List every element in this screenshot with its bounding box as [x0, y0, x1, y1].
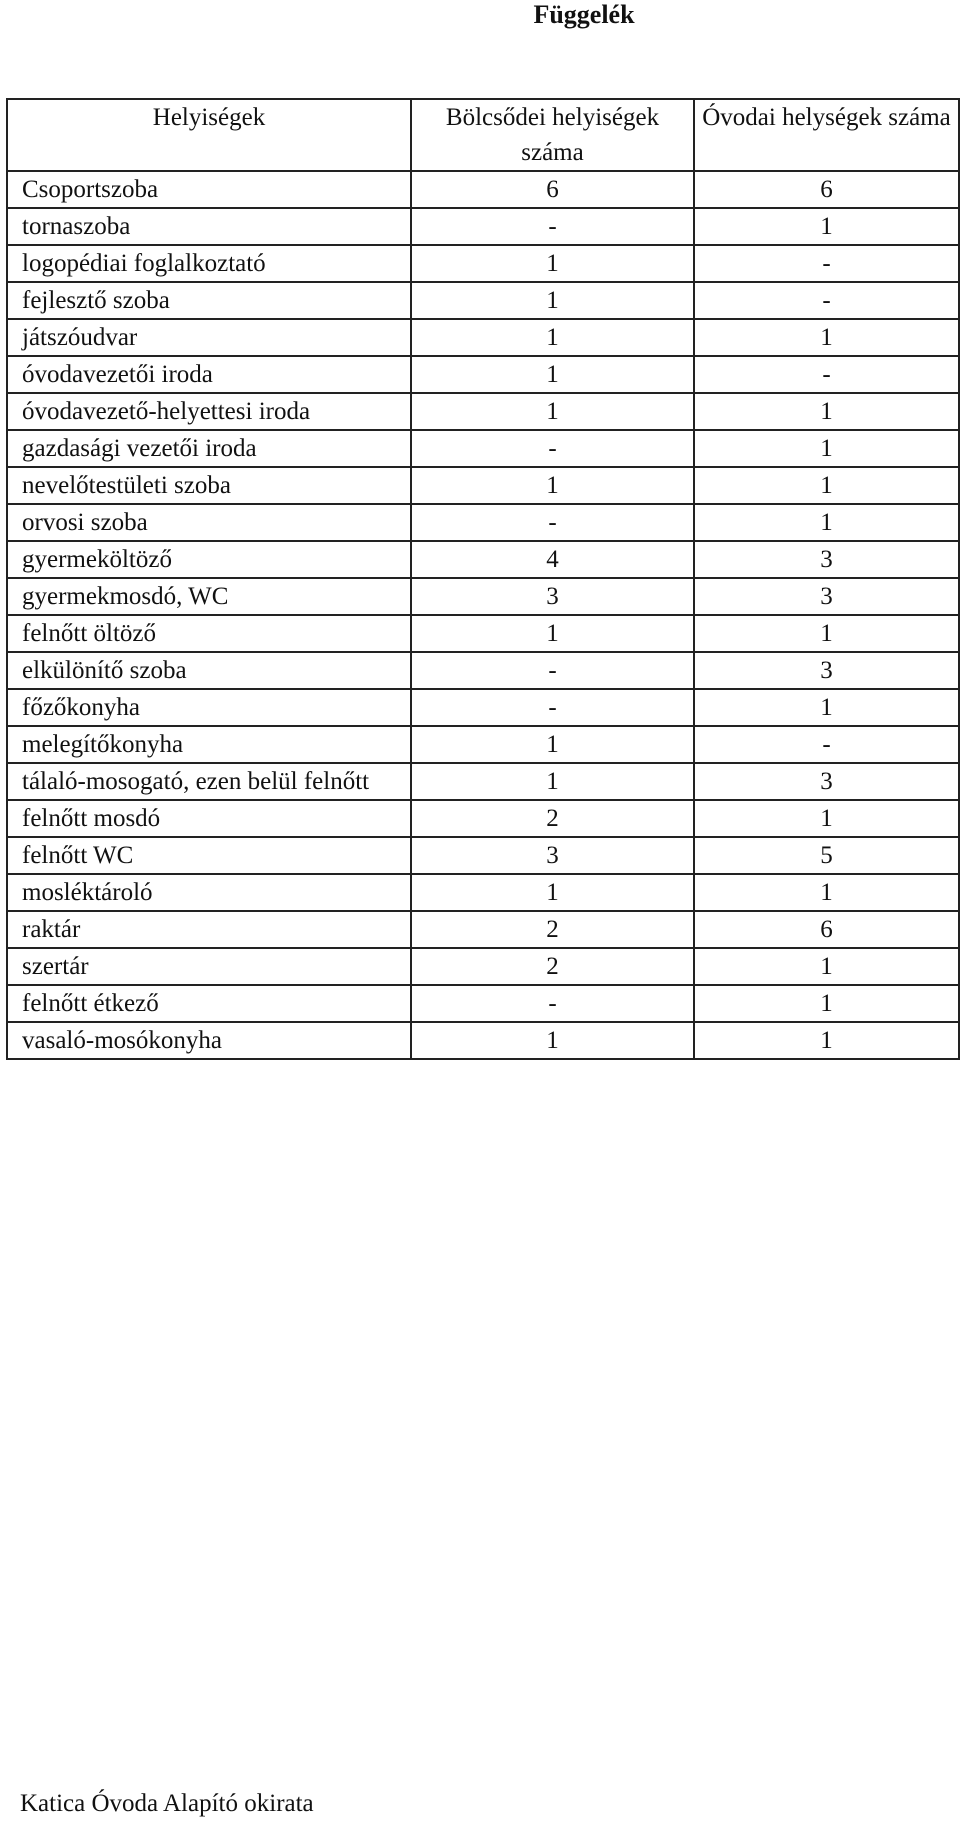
- bolcsode-count-cell: 1: [411, 1022, 694, 1059]
- bolcsode-count-cell: 2: [411, 948, 694, 985]
- table-row: [7, 319, 959, 356]
- room-name-cell: felnőtt mosdó: [7, 800, 411, 837]
- bolcsode-count-cell: -: [411, 504, 694, 541]
- room-name-cell: fejlesztő szoba: [7, 282, 411, 319]
- ovoda-count-cell: 1: [694, 985, 959, 1022]
- table-row: [7, 541, 959, 578]
- ovoda-count-cell: -: [694, 245, 959, 282]
- ovoda-count-cell: 3: [694, 652, 959, 689]
- room-name-cell: felnőtt WC: [7, 837, 411, 874]
- table-row: [7, 652, 959, 689]
- bolcsode-count-cell: 1: [411, 245, 694, 282]
- table-row: [7, 689, 959, 726]
- room-name-cell: nevelőtestületi szoba: [7, 467, 411, 504]
- ovoda-count-cell: 1: [694, 208, 959, 245]
- ovoda-count-cell: 1: [694, 800, 959, 837]
- table-row: [7, 245, 959, 282]
- table-row: [7, 578, 959, 615]
- room-name-cell: szertár: [7, 948, 411, 985]
- room-name-cell: játszóudvar: [7, 319, 411, 356]
- ovoda-count-cell: 1: [694, 467, 959, 504]
- room-name-cell: felnőtt étkező: [7, 985, 411, 1022]
- room-name-cell: felnőtt öltöző: [7, 615, 411, 652]
- room-name-cell: vasaló-mosókonyha: [7, 1022, 411, 1059]
- table-row: [7, 911, 959, 948]
- table-row: [7, 726, 959, 763]
- table-row: [7, 393, 959, 430]
- room-name-cell: melegítőkonyha: [7, 726, 411, 763]
- table-row: [7, 985, 959, 1022]
- bolcsode-count-cell: 2: [411, 911, 694, 948]
- ovoda-count-cell: 1: [694, 689, 959, 726]
- header-helyisegek: Helyiségek: [7, 99, 411, 171]
- bolcsode-count-cell: 1: [411, 874, 694, 911]
- bolcsode-count-cell: -: [411, 652, 694, 689]
- room-name-cell: raktár: [7, 911, 411, 948]
- room-name-cell: óvodavezetői iroda: [7, 356, 411, 393]
- page-title: Függelék: [533, 0, 635, 29]
- bolcsode-count-cell: -: [411, 985, 694, 1022]
- bolcsode-count-cell: 3: [411, 578, 694, 615]
- ovoda-count-cell: 3: [694, 763, 959, 800]
- table-body: [7, 171, 959, 1059]
- room-name-cell: főzőkonyha: [7, 689, 411, 726]
- bolcsode-count-cell: 1: [411, 763, 694, 800]
- bolcsode-count-cell: -: [411, 430, 694, 467]
- ovoda-count-cell: 1: [694, 504, 959, 541]
- ovoda-count-cell: 1: [694, 874, 959, 911]
- room-name-cell: elkülönítő szoba: [7, 652, 411, 689]
- table-row: [7, 837, 959, 874]
- ovoda-count-cell: -: [694, 726, 959, 763]
- room-name-cell: tálaló-mosogató, ezen belül felnőtt: [7, 763, 411, 800]
- room-name-cell: Csoportszoba: [7, 171, 411, 208]
- table-row: [7, 282, 959, 319]
- ovoda-count-cell: 1: [694, 430, 959, 467]
- table-row: [7, 874, 959, 911]
- bolcsode-count-cell: -: [411, 689, 694, 726]
- bolcsode-count-cell: 1: [411, 393, 694, 430]
- ovoda-count-cell: 1: [694, 319, 959, 356]
- bolcsode-count-cell: 1: [411, 319, 694, 356]
- ovoda-count-cell: 3: [694, 578, 959, 615]
- ovoda-count-cell: 3: [694, 541, 959, 578]
- bolcsode-count-cell: 2: [411, 800, 694, 837]
- bolcsode-count-cell: 1: [411, 615, 694, 652]
- bolcsode-count-cell: 1: [411, 356, 694, 393]
- bolcsode-count-cell: 1: [411, 282, 694, 319]
- table-row: [7, 467, 959, 504]
- room-name-cell: orvosi szoba: [7, 504, 411, 541]
- document-footer: Katica Óvoda Alapító okirata: [20, 1790, 314, 1817]
- bolcsode-count-cell: 3: [411, 837, 694, 874]
- table-row: [7, 763, 959, 800]
- ovoda-count-cell: 1: [694, 948, 959, 985]
- bolcsode-count-cell: -: [411, 208, 694, 245]
- table-row: [7, 948, 959, 985]
- room-name-cell: logopédiai foglalkoztató: [7, 245, 411, 282]
- ovoda-count-cell: 1: [694, 1022, 959, 1059]
- ovoda-count-cell: 1: [694, 615, 959, 652]
- rooms-table: [6, 98, 960, 1060]
- bolcsode-count-cell: 1: [411, 467, 694, 504]
- room-name-cell: gazdasági vezetői iroda: [7, 430, 411, 467]
- header-ovoda-count: Óvodai helységek száma: [694, 99, 959, 171]
- room-name-cell: gyermeköltöző: [7, 541, 411, 578]
- bolcsode-count-cell: 6: [411, 171, 694, 208]
- room-name-cell: mosléktároló: [7, 874, 411, 911]
- table-row: [7, 1022, 959, 1059]
- ovoda-count-cell: -: [694, 356, 959, 393]
- bolcsode-count-cell: 1: [411, 726, 694, 763]
- table-row: [7, 430, 959, 467]
- room-name-cell: gyermekmosdó, WC: [7, 578, 411, 615]
- ovoda-count-cell: 6: [694, 911, 959, 948]
- ovoda-count-cell: 5: [694, 837, 959, 874]
- header-bolcsode-count: Bölcsődei helyiségek száma: [411, 99, 694, 171]
- table-row: [7, 800, 959, 837]
- ovoda-count-cell: 1: [694, 393, 959, 430]
- table-row: [7, 171, 959, 208]
- room-name-cell: tornaszoba: [7, 208, 411, 245]
- table-row: [7, 208, 959, 245]
- table-row: [7, 615, 959, 652]
- ovoda-count-cell: 6: [694, 171, 959, 208]
- table-row: [7, 504, 959, 541]
- room-name-cell: óvodavezető-helyettesi iroda: [7, 393, 411, 430]
- ovoda-count-cell: -: [694, 282, 959, 319]
- table-row: [7, 356, 959, 393]
- table-header-row: [7, 99, 959, 171]
- bolcsode-count-cell: 4: [411, 541, 694, 578]
